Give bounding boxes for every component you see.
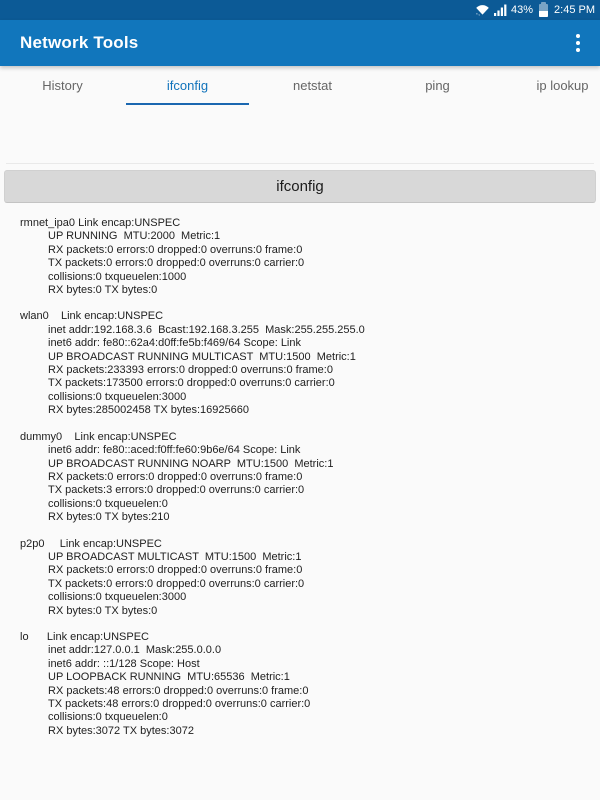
- output-line: RX bytes:0 TX bytes:210: [48, 511, 170, 524]
- tab-bar: [0, 66, 600, 105]
- output-line: RX packets:0 errors:0 dropped:0 overruns:0 frame:0: [48, 243, 303, 256]
- interface-section-dummy0: [20, 431, 592, 525]
- tab-ifconfig[interactable]: ifconfig: [125, 66, 250, 105]
- output-line: RX bytes:0 TX bytes:0: [48, 604, 158, 617]
- output-line: RX bytes:3072 TX bytes:3072: [48, 724, 194, 737]
- output-line: inet6 addr: ::1/128 Scope: Host: [48, 657, 200, 670]
- interface-header-line: p2p0 Link encap:UNSPEC: [20, 537, 162, 550]
- output-line: RX packets:0 errors:0 dropped:0 overruns:0 frame:0: [48, 564, 303, 577]
- interface-header-line: wlan0 Link encap:UNSPEC: [20, 310, 164, 323]
- output-line: TX packets:173500 errors:0 dropped:0 overruns:0 carrier:0: [48, 377, 335, 390]
- battery-percent: 43%: [511, 4, 534, 16]
- ifconfig-output: [0, 203, 600, 738]
- output-line: TX packets:48 errors:0 dropped:0 overruns:0 carrier:0: [48, 698, 311, 710]
- output-line: RX packets:233393 errors:0 dropped:0 overruns:0 frame:0: [48, 364, 333, 377]
- tab-ip-lookup[interactable]: ip lookup: [536, 78, 589, 93]
- output-line: UP BROADCAST MULTICAST MTU:1500 Metric:1: [48, 550, 302, 563]
- tab-ping[interactable]: ping: [425, 78, 450, 93]
- output-line: collisions:0 txqueuelen:1000: [48, 270, 187, 283]
- interface-section-p2p0: [20, 538, 592, 618]
- interface-section-lo: [20, 631, 592, 738]
- interface-section-wlan0: [20, 310, 592, 417]
- interface-section-rmnet_ipa0: [20, 217, 592, 297]
- output-line: inet addr:127.0.0.1 Mask:255.0.0.0: [48, 644, 222, 657]
- output-line: collisions:0 txqueuelen:0: [48, 497, 168, 510]
- interface-header-line: dummy0 Link encap:UNSPEC: [20, 430, 177, 443]
- output-line: collisions:0 txqueuelen:3000: [48, 591, 187, 604]
- output-line: TX packets:0 errors:0 dropped:0 overruns:0 carrier:0: [48, 257, 305, 270]
- output-line: UP RUNNING MTU:2000 Metric:1: [48, 230, 221, 243]
- cellular-signal-icon: [494, 4, 507, 16]
- clock: 2:45 PM: [554, 4, 595, 16]
- output-line: RX bytes:285002458 TX bytes:16925660: [48, 404, 250, 417]
- interface-header-line: lo Link encap:UNSPEC: [20, 630, 150, 643]
- content-divider: [6, 105, 594, 164]
- interface-header-line: rmnet_ipa0 Link encap:UNSPEC: [20, 217, 181, 229]
- status-bar: [0, 0, 600, 20]
- output-line: UP BROADCAST RUNNING NOARP MTU:1500 Metric:1: [48, 457, 334, 470]
- app-bar: [0, 20, 600, 66]
- output-line: RX packets:48 errors:0 dropped:0 overruns:0 frame:0: [48, 684, 309, 697]
- output-line: inet addr:192.168.3.6 Bcast:192.168.3.255 Mask:255.255.255.0: [48, 323, 365, 336]
- output-line: inet6 addr: fe80::aced:f0ff:fe60:9b6e/64 Scope: Link: [48, 444, 301, 457]
- ifconfig-command-button[interactable]: ifconfig: [4, 170, 596, 203]
- output-line: RX bytes:0 TX bytes:0: [48, 284, 158, 297]
- battery-icon: [539, 4, 548, 17]
- output-line: UP LOOPBACK RUNNING MTU:65536 Metric:1: [48, 671, 290, 684]
- output-line: RX packets:0 errors:0 dropped:0 overruns:0 frame:0: [48, 470, 303, 483]
- output-line: inet6 addr: fe80::62a4:d0ff:fe5b:f469/64 Scope: Link: [48, 337, 301, 350]
- tab-netstat[interactable]: netstat: [292, 78, 333, 93]
- overflow-menu-icon[interactable]: [570, 28, 586, 58]
- wifi-icon: [475, 4, 490, 17]
- tab-history[interactable]: History: [42, 78, 83, 93]
- output-line: TX packets:3 errors:0 dropped:0 overruns:0 carrier:0: [48, 484, 305, 497]
- output-line: collisions:0 txqueuelen:0: [48, 711, 168, 724]
- output-line: collisions:0 txqueuelen:3000: [48, 390, 187, 403]
- output-line: TX packets:0 errors:0 dropped:0 overruns:0 carrier:0: [48, 577, 305, 590]
- output-line: UP BROADCAST RUNNING MULTICAST MTU:1500 Metric:1: [48, 350, 356, 363]
- page-title: Network Tools: [20, 33, 139, 52]
